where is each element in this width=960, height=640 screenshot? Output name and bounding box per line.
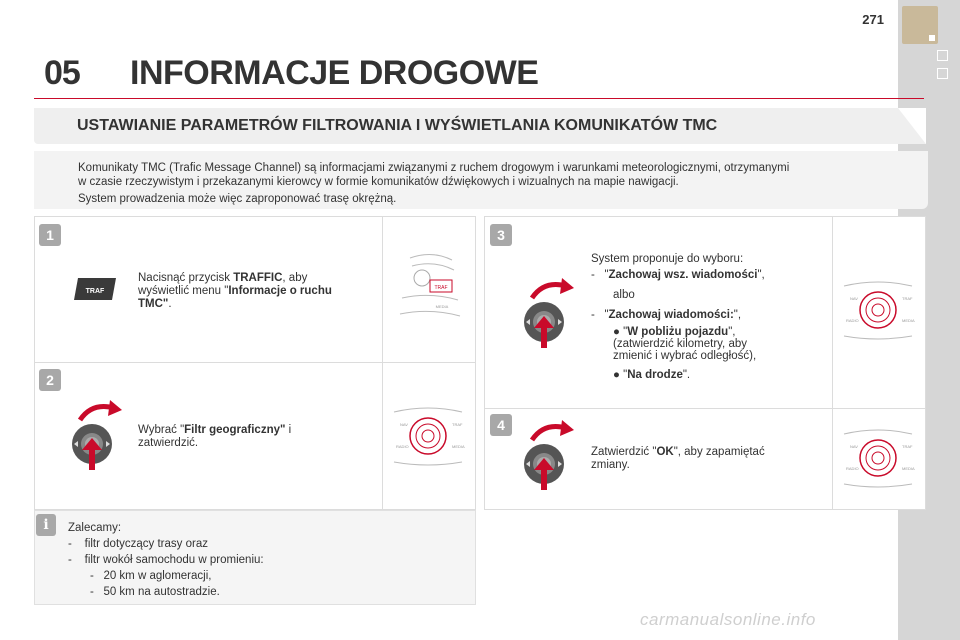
console-radio-label: RADIO (396, 444, 409, 449)
step2-text-part: i (285, 424, 292, 436)
step4-text-part: zmiany. (591, 459, 630, 471)
dash: - (591, 269, 595, 281)
info-icon: i (36, 514, 56, 536)
control-panel-dial-icon (840, 426, 916, 490)
step4-text-part: ", aby zapamiętać (673, 446, 765, 458)
console-nav-label: NAV (400, 422, 408, 427)
quote: ", (757, 269, 765, 281)
quote: " (604, 269, 609, 281)
section-title: USTAWIANIE PARAMETRÓW FILTROWANIA I WYŚWIETLANIA KOMUNIKATÓW TMC (77, 117, 718, 134)
console-media-label: MEDIA (435, 304, 449, 309)
or-text: albo (613, 289, 635, 301)
page-number: 271 (862, 12, 884, 27)
step3-intro: System proponuje do wyboru: (591, 253, 744, 265)
chapter-title: INFORMACJE DROGOWE (130, 54, 539, 92)
sidebar-square-icon (937, 68, 948, 79)
step2-text (138, 424, 378, 450)
step1-text-part: . (168, 298, 172, 310)
step-badge-4: 4 (490, 414, 512, 436)
intro-line-2: w czasie rzeczywistym i przekazanymi kierowcy w formie komunikatów dźwiękowych i wizualnych na mapie nawigacji. (78, 176, 679, 188)
intro-line-3: System prowadzenia może więc zaproponować trasę okrężną. (78, 193, 397, 205)
step4-text (591, 446, 831, 472)
quote: " (623, 369, 628, 381)
quote: ", (728, 326, 736, 338)
dash: - (90, 570, 94, 582)
tip-subitem: 50 km na autostradzie. (103, 586, 220, 598)
step1-text-part: , aby (282, 272, 308, 284)
step-badge-2: 2 (39, 369, 61, 391)
chapter-number: 05 (44, 54, 80, 92)
step1-bold-menu-end: TMC" (138, 298, 169, 310)
quote: ". (682, 369, 691, 381)
tips-title: Zalecamy: (68, 522, 122, 534)
dash: - (591, 309, 595, 321)
step1-bold-menu: Informacje o ruchu (228, 285, 332, 297)
step2-bold-filter: Filtr geograficzny" (184, 424, 286, 436)
quote: " (623, 326, 628, 338)
console-traf-label: TRAF (902, 444, 913, 449)
tip-item: filtr wokół samochodu w promieniu: (84, 554, 264, 566)
near-vehicle-note: zmienić i wybrać odległość), (613, 350, 757, 362)
traffic-button-icon (72, 276, 118, 302)
divider (34, 362, 476, 363)
dash: - (90, 586, 94, 598)
tip-subitem: 20 km w aglomeracji, (103, 570, 212, 582)
step4-text-part: Zatwierdzić " (591, 446, 657, 458)
step2-text-part: zatwierdzić. (138, 437, 199, 449)
divider (484, 408, 926, 409)
intro-box (34, 151, 928, 209)
divider (832, 216, 833, 510)
divider (382, 216, 383, 510)
console-traf-label: TRAF (434, 285, 448, 291)
console-traf-label: TRAF (452, 422, 463, 427)
quote: " (604, 309, 609, 321)
step3-text (591, 252, 831, 382)
sidebar-square-icon (937, 50, 948, 61)
control-panel-traffic-icon (392, 248, 462, 324)
tips-text (68, 520, 468, 600)
quote: ", (733, 309, 742, 321)
console-media-label: MEDIA (902, 318, 915, 323)
step1-text-part: wyświetlić menu " (138, 285, 229, 297)
console-radio-label: RADIO (846, 318, 859, 323)
console-radio-label: RADIO (846, 466, 859, 471)
step-badge-1: 1 (39, 224, 61, 246)
dash: - (68, 538, 72, 550)
intro-line-1: Komunikaty TMC (Trafic Message Channel) są informacjami związanymi z ruchem drogowym i warunkami meteorologicznymi, otrzymanymi (78, 162, 790, 174)
console-traf-label: TRAF (902, 296, 913, 301)
chapter-tab (902, 6, 938, 44)
option-on-road: Na drodze (627, 369, 683, 381)
rotary-knob-arrow-icon (518, 276, 578, 356)
bullet-icon: ● (613, 326, 620, 338)
step4-bold-ok: OK (656, 446, 674, 458)
dash: - (68, 554, 72, 566)
option-keep-all: Zachowaj wsz. wiadomości (608, 269, 758, 281)
watermark: carmanualsonline.info (640, 610, 816, 629)
near-vehicle-note: (zatwierdzić kilometry, aby (613, 338, 747, 350)
traffic-button-label: TRAF (85, 288, 105, 295)
step1-text (138, 272, 378, 311)
step2-text-part: Wybrać " (138, 424, 185, 436)
console-nav-label: NAV (850, 444, 858, 449)
bullet-icon: ● (613, 369, 620, 381)
rotary-knob-arrow-icon (66, 398, 126, 478)
tip-item: filtr dotyczący trasy oraz (84, 538, 208, 550)
step1-bold-traffic: TRAFFIC (233, 272, 283, 284)
control-panel-dial-icon (390, 404, 466, 468)
rotary-knob-arrow-icon (518, 418, 578, 498)
step-badge-3: 3 (490, 224, 512, 246)
option-near-vehicle: W pobliżu pojazdu (627, 326, 729, 338)
console-nav-label: NAV (850, 296, 858, 301)
console-media-label: MEDIA (452, 444, 465, 449)
step1-text-part: Nacisnąć przycisk (138, 272, 234, 284)
control-panel-dial-icon (840, 278, 916, 342)
console-media-label: MEDIA (902, 466, 915, 471)
option-keep-messages: Zachowaj wiadomości: (608, 309, 734, 321)
